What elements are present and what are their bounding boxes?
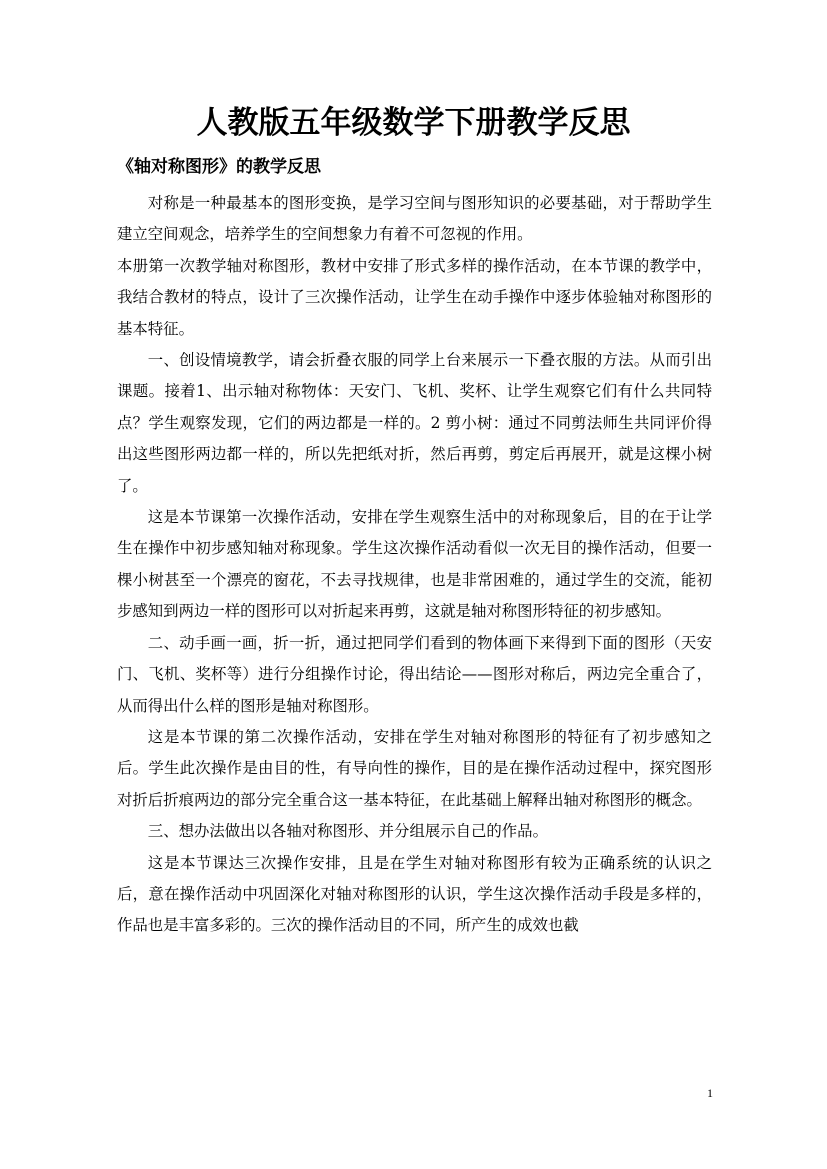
document-body — [117, 188, 712, 942]
paragraph: 本册第一次教学轴对称图形，教材中安排了形式多样的操作活动，在本节课的教学中，我结合教材的特点，设计了三次操作活动，让学生在动手操作中逐步体验轴对称图形的基本特征。 — [117, 256, 712, 338]
paragraph: 一、创设情境教学，请会折叠衣服的同学上台来展示一下叠衣服的方法。从而引出课题。接着1、出示轴对称物体：天安门、飞机、奖杯、让学生观察它们有什么共同特点？学生观察发现，它们的两边都是一样的。2 剪小树：通过不同剪法师生共同评价得出这些图形两边都一样的，所以先把纸对折，然后再剪，剪定后再展开，就是这棵小树了。 — [117, 351, 712, 495]
page-number: 1 — [707, 1086, 713, 1100]
page-title: 人教版五年级数学下册教学反思 — [196, 105, 631, 141]
paragraph: 这是本节课第一次操作活动，安排在学生观察生活中的对称现象后，目的在于让学生在操作中初步感知轴对称现象。学生这次操作活动看似一次无目的操作活动，但要一棵小树甚至一个漂亮的窗花，不去寻找规律，也是非常困难的，通过学生的交流，能初步感知到两边一样的图形可以对折起来再剪，这就是轴对称图形特征的初步感知。 — [117, 508, 712, 621]
paragraph: 二、动手画一画，折一折，通过把同学们看到的物体画下来得到下面的图形（天安门、飞机、奖杯等）进行分组操作讨论，得出结论——图形对称后，两边完全重合了，从而得出什么样的图形是轴对称图形。 — [117, 633, 712, 715]
paragraph: 这是本节课达三次操作安排，且是在学生对轴对称图形有较为正确系统的认识之后，意在操作活动中巩固深化对轴对称图形的认识，学生这次操作活动手段是多样的，作品也是丰富多彩的。三次的操作活动目的不同，所产生的成效也截 — [117, 853, 712, 935]
paragraph: 对称是一种最基本的图形变换，是学习空间与图形知识的必要基础，对于帮助学生建立空间观念，培养学生的空间想象力有着不可忽视的作用。 — [117, 194, 712, 244]
paragraph: 这是本节课的第二次操作活动，安排在学生对轴对称图形的特征有了初步感知之后。学生此次操作是由目的性，有导向性的操作，目的是在操作活动过程中，探究图形对折后折痕两边的部分完全重合这一基本特征，在此基础上解释出轴对称图形的概念。 — [117, 727, 712, 809]
section-subtitle: 《轴对称图形》的教学反思 — [117, 157, 321, 177]
paragraph: 三、想办法做出以各轴对称图形、并分组展示自己的作品。 — [147, 822, 548, 841]
